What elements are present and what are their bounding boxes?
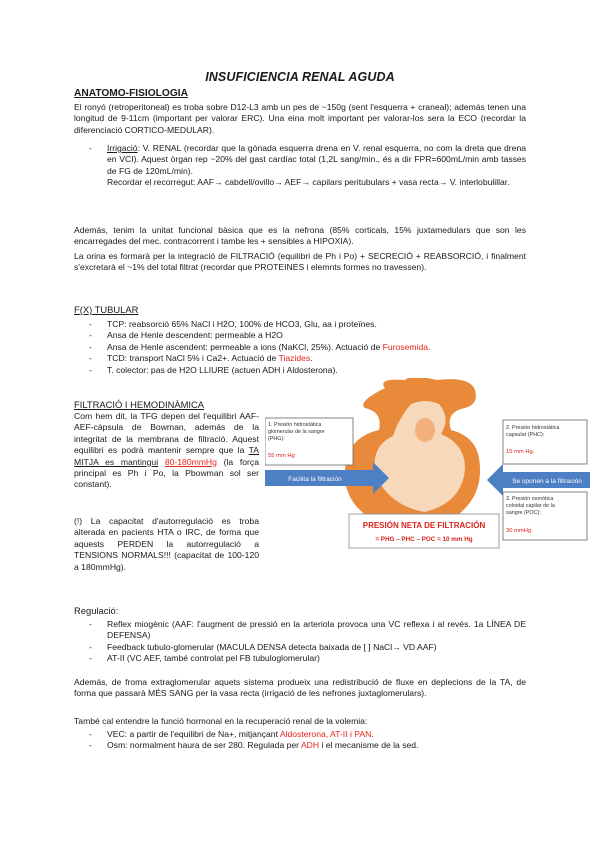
list-item-suffix: . (310, 353, 313, 364)
list-item-text: Ansa de Henle descendent: permeable a H2O (107, 330, 283, 341)
list-item (89, 365, 526, 376)
list-item-highlight: ADH (300, 740, 320, 751)
box3-title-1: 3. Presión osmótica (506, 496, 554, 502)
irrigacio-list (89, 143, 526, 189)
list-item-suffix: . (371, 729, 374, 739)
paragraph-nefrona: Además, tenim la unitat funcional bàsica que es la nefrona (85% corticals, 15% juxtamedulars que son les encarregades del mec. contracorrent i tambe les + sensibles a HIPOXIA). (74, 225, 526, 247)
list-item-text: Feedback tubulo-glomerular (MACULA DENSA detecta baixada de [ ] NaCl→ VD AAF) (107, 641, 437, 652)
net-formula: = PHG – PHC – POC = 10 mm Hg (375, 536, 473, 543)
paragraph-anatomo-1: El ronyó (retroperitoneal) es troba sobre D12-L3 amb un pes de ~150g (sent l'esquerra + craneal); además tenen una longitud de 9-11cm (important per valorar ERC). Una eina molt important per valorar-los sera la ECO (recordar la diferenciació CORTICO-MEDULAR). (74, 102, 526, 135)
recorregut-text: Recordar el recorregut: AAF→ cabdell/ovillo→ AEF→ capilars peritubulars + vasa recta→ V. interlobulillar. (107, 177, 510, 188)
filtracio-text-b: (la força principal es Ph i Po, la Pbowman sol ser constant). (74, 456, 259, 490)
tubular-list (89, 319, 526, 376)
regulacio-list (89, 619, 526, 665)
list-item-text: Osm: normalment haura de ser 280. Regulada per (107, 740, 301, 751)
filtracio-paragraph-1 (74, 411, 259, 491)
list-item-text: TCD: transport NaCl 5% i Ca2+. Actuació de (107, 353, 279, 364)
list-item (89, 740, 526, 751)
section-heading-regulacio: Regulació: (74, 605, 119, 616)
filtracio-text-underlined: TA MITJA es mantingui (74, 445, 259, 467)
net-title: PRESIÓN NETA DE FILTRACIÓN (362, 521, 486, 530)
hormonal-list (89, 729, 526, 752)
box2-title-2: capsular (PHC): (506, 432, 545, 438)
box1-value: 55 mm Hg (268, 453, 295, 459)
section-heading-tubular: F(X) TUBULAR (74, 304, 139, 315)
irrigacio-text: : V. RENAL (recordar que la gònada esquerra drena en V. renal esquerra, no com la dreta que drena en VCI). Aquest òrgan rep ~20% del gast cardíac total (1,2L sang/min., és a dir FPR=600mL/min amb tasses de FG de 120mL/min). (107, 143, 526, 176)
arrow-facilita-label: Facilita la filtración (288, 476, 342, 483)
list-item (89, 642, 526, 653)
list-item-highlight: Furosemida (382, 341, 429, 352)
list-item-suffix: i el mecanisme de la sed. (319, 740, 419, 751)
list-item (89, 653, 526, 664)
section-heading-anatomo: ANATOMO-FISIOLOGIA (74, 88, 188, 99)
filtracio-paragraph-2: (!) La capacitat d'autorregulació es troba alterada en pacients HTA o IRC, de forma que aquests PERDEN la autorregulació a TENSIONS NORMALS!!! (capacitat de 100-120 a 180mmHg). (74, 516, 259, 572)
box2-title-1: 2. Presión hidrostática (506, 425, 560, 431)
filtration-pressure-figure (265, 378, 590, 550)
list-item (89, 342, 526, 353)
section-heading-filtracio: FILTRACIÓ I HEMODINÀMICA (74, 399, 205, 410)
list-item-text: TCP: reabsorció 65% NaCl i H2O, 100% de HCO3, Glu, aa i proteïnes. (107, 319, 377, 329)
paragraph-funcio-hormonal: També cal entendre la funció hormonal en la recuperació renal de la volemia: (74, 716, 368, 726)
list-item-text: T. colector: pas de H2O LLIURE (actuen ADH i Aldosterona). (107, 364, 338, 375)
filtracio-text-red: 80-180mmHg (164, 456, 217, 467)
list-item (89, 619, 526, 642)
page-title: INSUFICIENCIA RENAL AGUDA (205, 70, 395, 84)
list-item (89, 353, 526, 364)
box3-value: 30 mmHg. (506, 528, 533, 534)
list-item (89, 143, 526, 177)
irrigacio-label: Irrigació (107, 143, 138, 153)
list-item-text: VEC: a partir de l'equilibri de Na+, mitjançant (107, 729, 280, 739)
list-item (89, 729, 526, 740)
paragraph-orina: La orina es formarà per la integració de FILTRACIÓ (equilibri de Ph i Po) + SECRECIÓ + REABSORCIÓ, i finalment s'excretarà el ~1% del total filtrat (recordar que PROTEINES i elemnts formes no travessen). (74, 251, 526, 273)
list-item-highlight: Tiazides (278, 353, 311, 364)
box1-title-3: (PHG): (268, 436, 285, 442)
paragraph-extraglomerular: Además, de froma extraglomerular aquets sistema produeix una redistribució de fluxe en deplecions de la TA, de forma que passarà MÉS SANG per la vasa recta (irrigació de les nefrones juxtaglomerulars). (74, 677, 526, 699)
box1-title-1: 1. Presión hidrostática (268, 422, 322, 428)
box1-title-2: glomerular de la sangre (268, 429, 325, 435)
list-item-text: Reflex miogènic (AAF: l'augment de pressió en la arteriola provoca una VC reflexa i al revés. 1a LÍNEA DE DEFENSA) (107, 619, 526, 641)
list-item-text: AT-II (VC AEF, també controlat pel FB tubuloglomerular) (107, 653, 320, 664)
list-item-suffix: . (428, 341, 431, 352)
filtracio-text-a: Com hem dit, la TFG depen del l'equilibri AAF-AEF-càpsula de Bowman, además de la integritat de la membrana de filtració. Aquest equilibri es podrà mantenir sempre que la (74, 411, 259, 456)
box3-title-2: coloidal capilar de la (506, 503, 555, 509)
list-item (89, 330, 526, 341)
box2-value: 15 mm Hg. (506, 449, 535, 455)
list-item-text: Ansa de Henle ascendent: permeable a ions (NaKCl, 25%). Actuació de (107, 341, 383, 352)
list-item-highlight: Aldosterona, AT-II i PAN (279, 729, 372, 739)
arrow-oponen-label: Se oponen a la filtración (512, 478, 582, 485)
list-item (89, 177, 526, 188)
list-item (89, 319, 526, 330)
box3-title-3: sangre (POC): (506, 510, 541, 516)
